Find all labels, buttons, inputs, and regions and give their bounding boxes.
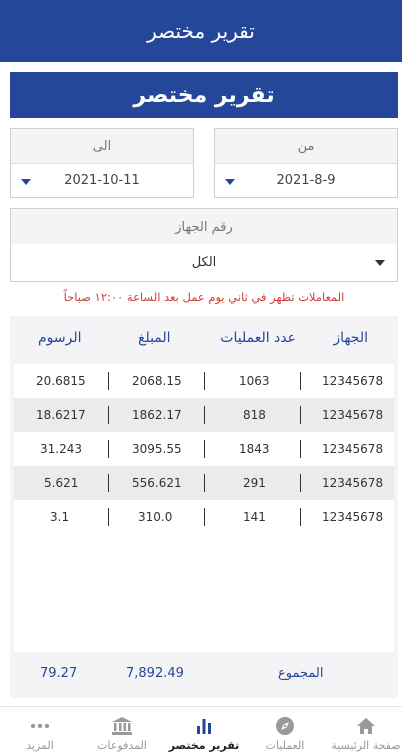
home-icon bbox=[356, 715, 376, 737]
nav-payments-label: المدفوعات bbox=[97, 739, 147, 752]
compass-icon bbox=[275, 715, 295, 737]
column-divider bbox=[300, 406, 301, 424]
table-row[interactable] bbox=[14, 364, 394, 398]
column-divider bbox=[108, 406, 109, 424]
nav-more-label: المزيد bbox=[26, 739, 54, 752]
cell-count: 1063 bbox=[239, 374, 270, 388]
bottom-navigation bbox=[0, 706, 402, 754]
bar-chart-icon bbox=[195, 715, 213, 737]
from-date-picker[interactable] bbox=[214, 128, 398, 198]
cell-fees: 3.1 bbox=[50, 510, 70, 524]
header-fees: الرسوم bbox=[38, 330, 82, 346]
nav-summary-report-label: تقرير مختصر bbox=[168, 739, 240, 752]
cell-fees: 31.243 bbox=[40, 442, 82, 456]
nav-summary-report[interactable] bbox=[164, 707, 244, 754]
device-value: الكل bbox=[191, 255, 217, 270]
report-title-banner bbox=[10, 72, 398, 118]
cell-count: 141 bbox=[243, 510, 266, 524]
cell-count: 818 bbox=[243, 408, 266, 422]
cell-amount: 2068.15 bbox=[132, 374, 182, 388]
summary-table bbox=[10, 316, 398, 698]
app-bar-title: تقرير مختصر bbox=[147, 19, 255, 43]
to-date-value: 2021-10-11 bbox=[64, 173, 140, 188]
column-divider bbox=[204, 474, 205, 492]
table-footer-totals bbox=[10, 662, 398, 698]
nav-transactions-label: العمليات bbox=[265, 739, 305, 752]
column-divider bbox=[300, 440, 301, 458]
cell-fees: 20.6815 bbox=[36, 374, 86, 388]
cell-amount: 310.0 bbox=[138, 510, 173, 524]
app-bar bbox=[0, 0, 402, 62]
header-device: الجهاز bbox=[333, 330, 368, 346]
cell-fees: 5.621 bbox=[44, 476, 79, 490]
table-header bbox=[10, 316, 398, 362]
to-date-label: الى bbox=[92, 138, 112, 154]
column-divider bbox=[108, 508, 109, 526]
cell-device: 12345678 bbox=[322, 510, 384, 524]
table-row[interactable] bbox=[14, 466, 394, 500]
more-icon bbox=[30, 715, 50, 737]
column-divider bbox=[300, 474, 301, 492]
cell-device: 12345678 bbox=[322, 442, 384, 456]
from-date-value: 2021-8-9 bbox=[276, 173, 336, 188]
column-divider bbox=[204, 508, 205, 526]
table-body bbox=[14, 364, 394, 652]
table-row[interactable] bbox=[14, 432, 394, 466]
header-count: عدد العمليات bbox=[220, 330, 296, 346]
total-label: المجموع bbox=[278, 666, 324, 681]
to-date-picker[interactable] bbox=[10, 128, 194, 198]
column-divider bbox=[108, 474, 109, 492]
from-date-label: من bbox=[297, 138, 315, 154]
nav-more[interactable] bbox=[0, 707, 80, 754]
from-date-dropdown-icon bbox=[225, 179, 235, 185]
column-divider bbox=[108, 372, 109, 390]
device-value-field[interactable] bbox=[11, 244, 397, 281]
column-divider bbox=[204, 372, 205, 390]
column-divider bbox=[204, 440, 205, 458]
cell-amount: 3095.55 bbox=[132, 442, 182, 456]
cell-amount: 556.621 bbox=[132, 476, 182, 490]
cell-amount: 1862.17 bbox=[132, 408, 182, 422]
cell-device: 12345678 bbox=[322, 476, 384, 490]
column-divider bbox=[108, 440, 109, 458]
nav-home-label: صفحة الرئيسية bbox=[331, 739, 401, 752]
column-divider bbox=[300, 508, 301, 526]
cell-device: 12345678 bbox=[322, 408, 384, 422]
cell-fees: 18.6217 bbox=[36, 408, 86, 422]
settlement-notice: المعاملات تظهر في ثاني يوم عمل بعد الساعة ١٢:٠٠ صباحاً bbox=[63, 290, 345, 304]
from-date-value-field[interactable] bbox=[215, 163, 397, 197]
cell-count: 291 bbox=[243, 476, 266, 490]
to-date-dropdown-icon bbox=[21, 179, 31, 185]
device-dropdown-icon bbox=[375, 260, 385, 266]
total-fees: 79.27 bbox=[40, 666, 78, 681]
nav-payments[interactable] bbox=[82, 707, 162, 754]
nav-home[interactable] bbox=[326, 707, 402, 754]
table-row[interactable] bbox=[14, 500, 394, 534]
device-selector[interactable] bbox=[10, 208, 398, 282]
column-divider bbox=[300, 372, 301, 390]
column-divider bbox=[204, 406, 205, 424]
report-title: تقرير مختصر bbox=[133, 82, 275, 108]
cell-device: 12345678 bbox=[322, 374, 384, 388]
device-label: رقم الجهاز bbox=[175, 219, 233, 235]
cell-count: 1843 bbox=[239, 442, 270, 456]
to-date-value-field[interactable] bbox=[11, 163, 193, 197]
table-row[interactable] bbox=[14, 398, 394, 432]
bank-icon bbox=[111, 715, 133, 737]
header-amount: المبلغ bbox=[138, 330, 171, 346]
total-amount: 7,892.49 bbox=[126, 666, 184, 681]
nav-transactions[interactable] bbox=[245, 707, 325, 754]
